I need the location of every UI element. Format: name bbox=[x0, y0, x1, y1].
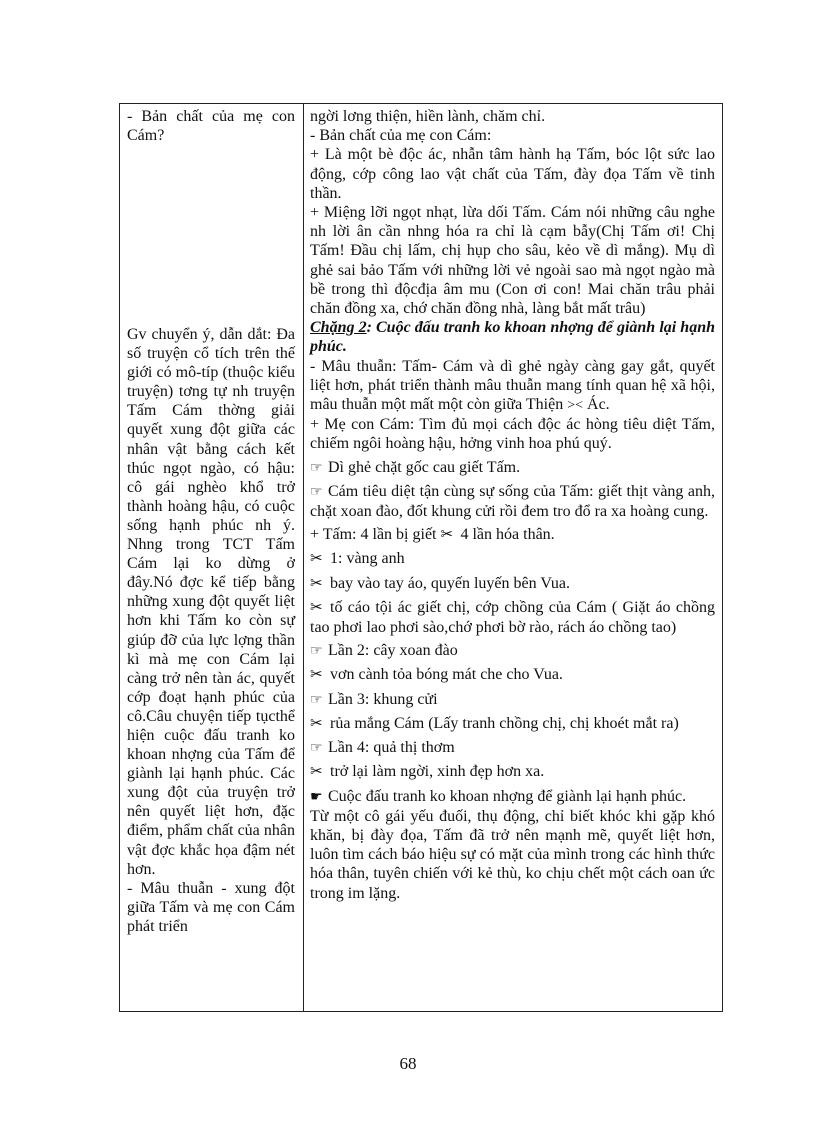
bullet-item: ✂ vơn cành tỏa bóng mát che cho Vua. bbox=[310, 665, 715, 685]
left-question: - Bản chất của mẹ con Cám? bbox=[127, 108, 295, 145]
right-paragraph bbox=[310, 357, 715, 416]
bullet-item: ✂ bay vào tay áo, quyến luyến bên Vua. bbox=[310, 574, 715, 594]
right-paragraph: + Miệng lỡi ngọt nhạt, lừa dối Tấm. Cám nói những câu nghe nh lời ân cần nhng hóa ra chỉ là cạm bẫy(Chị Tấm ơi! Chị Tấm! Đầu chị lấm, chị hụp cho sâu, kẻo về dì mắng). Mụ dì ghẻ sai bảo Tấm với những lời vẻ ngoài sao mà ngọt ngào mà bề trong thì độcđịa âm mu (Con ơi con! Mai chăn trâu phải chăn đồng xa, chớ chăn đồng nhà, làng bắt mất trâu) bbox=[310, 204, 715, 318]
left-question-block bbox=[127, 107, 295, 145]
pointing-hand-icon: ☞ bbox=[310, 644, 323, 660]
scissors-icon: ✂ bbox=[310, 575, 323, 592]
bullet-item: ☞ Dì ghẻ chặt gốc cau giết Tấm. bbox=[310, 458, 715, 478]
pointing-hand-icon: ☞ bbox=[310, 460, 323, 476]
right-paragraph: Từ một cô gái yếu đuối, thụ động, chỉ biết khóc khi gặp khó khăn, bị đày đọa, Tấm đã trở nên mạnh mẽ, quyết liệt hơn, luôn tìm cách báo hiệu sự có mặt của mình trong các hình thức hóa thân, tuyên chiến với kẻ thù, ko chịu chết một cách oan ức trong im lặng. bbox=[310, 807, 715, 902]
right-paragraph: + Mẹ con Cám: Tìm đủ mọi cách độc ác hòng tiêu diệt Tấm, chiếm ngôi hoàng hậu, hởng vinh hoa phú quý. bbox=[310, 416, 715, 453]
bullet-item: ☛ Cuộc đấu tranh ko khoan nhợng để giành lại hạnh phúc. bbox=[310, 787, 715, 807]
right-paragraph: ngời lơng thiện, hiền lành, chăm chỉ. bbox=[310, 108, 546, 125]
content-table bbox=[119, 103, 723, 1012]
scissors-icon: ✂ bbox=[310, 667, 323, 684]
page-number: 68 bbox=[399, 1054, 417, 1073]
scissors-icon: ✂ bbox=[310, 764, 323, 781]
bullet-item: ☞ Lần 2: cây xoan đào bbox=[310, 641, 715, 661]
chapter-title: : Cuộc đấu tranh ko khoan nhợng để giành lại hạnh phúc. bbox=[310, 319, 716, 356]
bullet-item: ✂ 1: vàng anh bbox=[310, 549, 715, 569]
bullet-item: ✂ rủa mắng Cám (Lấy tranh chồng chị, chị khoét mắt ra) bbox=[310, 714, 715, 734]
pointing-arrow-icon: ☛ bbox=[310, 789, 323, 805]
bullet-item: ✂ tố cáo tội ác giết chị, cớp chồng của Cám ( Giặt áo chồng tao phơi lao phơi sào,chớ phơi bờ rào, rách áo chồng tao) bbox=[310, 598, 715, 637]
chapter-heading bbox=[310, 318, 715, 356]
scissors-icon: ✂ bbox=[440, 527, 454, 544]
left-paragraph: Gv chuyển ý, dẫn dắt: Đa số truyện cổ tích trên thế giới có mô-típ (thuộc kiểu truyện) tơng tự nh truyện Tấm Cám thờng giải quyết xung đột giữa các nhân vật bằng cách kết thúc ngọt ngào, có hậu: cô gái nghèo khổ trở thành hoàng hậu, có cuộc sống hạnh phúc nh ý. Nhng trong TCT Tấm Cám lại ko dừng ở đây.Nó đợc kể tiếp bằng những xung đột quyết liệt hơn khi Tấm ko còn sự giúp đỡ của lực lợng thần kì mà mẹ con Cám lại càng trở nên tàn ác, quyết cớp đoạt hạnh phúc của cô.Câu chuyện tiếp tụcthể hiện cuộc đấu tranh ko khoan nhợng của Tấm để giành lại hạnh phúc. Các xung đột của truyện trở nên quyết liệt hơn, đặc điểm, phẩm chất của nhân vật đợc khắc họa đậm nét hơn. bbox=[127, 326, 295, 878]
scissors-icon: ✂ bbox=[310, 599, 323, 616]
right-paragraph: + Tấm: 4 lần bị giết ✂ 4 lần hóa thân. bbox=[310, 525, 715, 545]
pointing-hand-icon: ☞ bbox=[310, 484, 323, 500]
right-paragraph: - Bản chất của mẹ con Cám: bbox=[310, 127, 492, 145]
bullet-item: ✂ trở lại làm ngời, xinh đẹp hơn xa. bbox=[310, 762, 715, 782]
bullet-item: ☞ Lần 3: khung cửi bbox=[310, 690, 715, 710]
left-paragraph: - Mâu thuẫn - xung đột giữa Tấm và mẹ con Cám phát triển bbox=[127, 879, 295, 935]
pointing-hand-icon: ☞ bbox=[310, 692, 323, 708]
right-body bbox=[310, 107, 715, 903]
chapter-label: Chặng 2 bbox=[310, 319, 367, 337]
versus-icon: >< bbox=[567, 398, 584, 414]
scissors-icon: ✂ bbox=[310, 551, 323, 568]
conflict-text-end: Ác. bbox=[587, 396, 610, 414]
bullet-item: ☞ Lần 4: quả thị thơm bbox=[310, 738, 715, 758]
left-body bbox=[127, 325, 295, 936]
left-column bbox=[120, 104, 303, 1011]
right-paragraph: + Là một bè độc ác, nhẫn tâm hành hạ Tấm, bóc lột sức lao động, cớp công lao vật chất của Tấm, đày đọa Tấm về tinh thần. bbox=[310, 146, 715, 202]
right-column bbox=[304, 104, 722, 1011]
scissors-icon: ✂ bbox=[310, 715, 323, 732]
conflict-text: - Mâu thuẫn: Tấm- Cám và dì ghẻ ngày càng gay gắt, quyết liệt hơn, phát triển thành mâu thuẫn mang tính quan hệ xã hội, mâu thuẫn một mất một còn giữa Thiện bbox=[310, 357, 715, 414]
pointing-hand-icon: ☞ bbox=[310, 741, 323, 757]
bullet-item: ☞ Cám tiêu diệt tận cùng sự sống của Tấm: giết thịt vàng anh, chặt xoan đào, đốt khung cửi rồi đem tro đổ ra xa hoàng cung. bbox=[310, 482, 715, 521]
